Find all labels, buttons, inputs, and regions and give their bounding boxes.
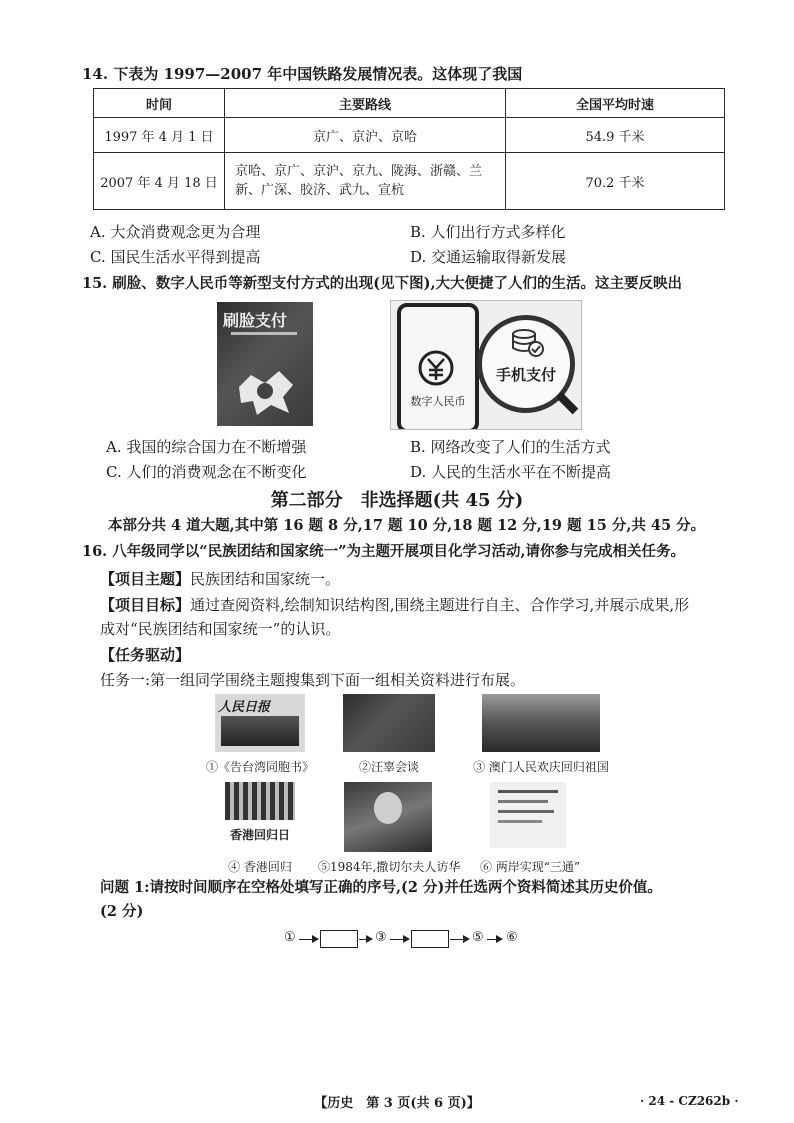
material-image-1 xyxy=(215,694,305,752)
railway-table xyxy=(93,88,725,210)
page-footer: 【历史 第 3 页(共 6 页)】 xyxy=(314,1096,480,1111)
table-cell-speed: 70.2 千米 xyxy=(506,153,725,210)
question1-score: (2 分) xyxy=(100,903,144,920)
q15-option-c: C. 人们的消费观念在不断变化 xyxy=(106,463,307,481)
q15-option-a: A. 我国的综合国力在不断增强 xyxy=(106,438,307,456)
project-goal xyxy=(100,595,689,615)
database-check-icon xyxy=(510,328,544,358)
hk-return-day-text: 香港回归日 xyxy=(229,828,290,842)
table-cell-routes: 京哈、京广、京沪、京九、陇海、浙赣、兰新、广深、胶济、武九、宣杭 xyxy=(225,153,506,210)
q14-option-a: A. 大众消费观念更为合理 xyxy=(90,223,261,241)
project-theme xyxy=(100,569,340,589)
table-header: 时间 xyxy=(94,89,225,118)
part2-title: 第二部分 非选择题(共 45 分) xyxy=(270,490,524,511)
table-row xyxy=(94,153,725,210)
caption-3: ③ 澳门人民欢庆回归祖国 xyxy=(473,760,609,774)
caption-2: ②汪辜会谈 xyxy=(358,760,419,774)
table-cell-speed: 54.9 千米 xyxy=(506,118,725,153)
q14-stem: 14. 下表为 1997—2007 年中国铁路发展情况表。这体现了我国 xyxy=(82,65,523,83)
face-pay-image xyxy=(217,302,313,426)
table-row xyxy=(94,118,725,153)
material-image-5 xyxy=(344,782,432,852)
mobile-pay-label: 手机支付 xyxy=(495,366,556,384)
q15-option-b: B. 网络改变了人们的生活方式 xyxy=(410,438,611,456)
caption-1: ①《告台湾同胞书》 xyxy=(205,760,314,774)
phone-frame xyxy=(397,303,479,430)
q15-stem: 15. 刷脸、数字人民币等新型支付方式的出现(见下图),大大便捷了人们的生活。这主要反映出 xyxy=(82,275,683,292)
part2-intro: 本部分共 4 道大题,其中第 16 题 8 分,17 题 10 分,18 题 12 分,19 题 15 分,共 45 分。 xyxy=(108,517,706,534)
task-driver-tag: 【任务驱动】 xyxy=(100,646,191,664)
face-pay-title: 刷脸支付 xyxy=(223,311,288,330)
table-cell-time: 1997 年 4 月 1 日 xyxy=(94,118,225,153)
project-goal-tag: 【项目目标】 xyxy=(100,596,191,614)
face-scan-icon xyxy=(235,357,297,419)
arrow-icon xyxy=(312,935,319,943)
project-goal-line2: 成对“民族团结和国家统一”的认识。 xyxy=(100,620,341,638)
digital-payment-image xyxy=(390,300,582,430)
flow-item-5: ⑤ xyxy=(472,930,484,945)
project-theme-text: 民族团结和国家统一。 xyxy=(190,570,341,588)
question1-text: 问题 1:请按时间顺序在空格处填写正确的序号,(2 分)并任选两个资料简述其历史价值。 xyxy=(100,879,662,896)
q14-option-d: D. 交通运输取得新发展 xyxy=(410,248,567,266)
arrow-icon xyxy=(463,935,470,943)
task1-text: 任务一:第一组同学围绕主题搜集到下面一组相关资料进行布展。 xyxy=(100,671,526,689)
q16-stem: 16. 八年级同学以“民族团结和国家统一”为主题开展项目化学习活动,请你参与完成相关任务。 xyxy=(82,543,685,560)
material-image-3 xyxy=(482,694,600,752)
arrow-icon xyxy=(366,935,373,943)
q14-option-b: B. 人们出行方式多样化 xyxy=(410,223,566,241)
digital-rmb-label: 数字人民币 xyxy=(410,395,466,408)
q14-option-c: C. 国民生活水平得到提高 xyxy=(90,248,261,266)
q15-option-d: D. 人民的生活水平在不断提高 xyxy=(410,463,612,481)
material-image-4 xyxy=(225,782,295,820)
answer-blank-2[interactable] xyxy=(411,930,449,948)
caption-6: ⑥ 两岸实现“三通” xyxy=(479,860,581,874)
arrow-icon xyxy=(496,935,503,943)
paper-code: · 24 - CZ262b · xyxy=(640,1094,739,1108)
newspaper-header: 人民日报 xyxy=(218,700,271,715)
flow-item-1: ① xyxy=(284,930,296,945)
project-goal-text: 通过查阅资料,绘制知识结构图,围绕主题进行自主、合作学习,并展示成果,形 xyxy=(190,596,690,614)
arrow-icon xyxy=(403,935,410,943)
magnifier-handle xyxy=(556,392,579,415)
table-cell-time: 2007 年 4 月 18 日 xyxy=(94,153,225,210)
caption-5: ⑤1984年,撒切尔夫人访华 xyxy=(318,860,461,874)
answer-blank-1[interactable] xyxy=(320,930,358,948)
flow-item-6: ⑥ xyxy=(506,930,518,945)
table-header: 主要路线 xyxy=(225,89,506,118)
table-cell-routes: 京广、京沪、京哈 xyxy=(225,118,506,153)
caption-4: ④ 香港回归 xyxy=(228,860,292,874)
flow-item-3: ③ xyxy=(375,930,387,945)
yuan-icon xyxy=(417,349,455,387)
material-image-2 xyxy=(343,694,435,752)
table-header: 全国平均时速 xyxy=(506,89,725,118)
material-image-6 xyxy=(490,782,566,848)
project-theme-tag: 【项目主题】 xyxy=(100,570,191,588)
